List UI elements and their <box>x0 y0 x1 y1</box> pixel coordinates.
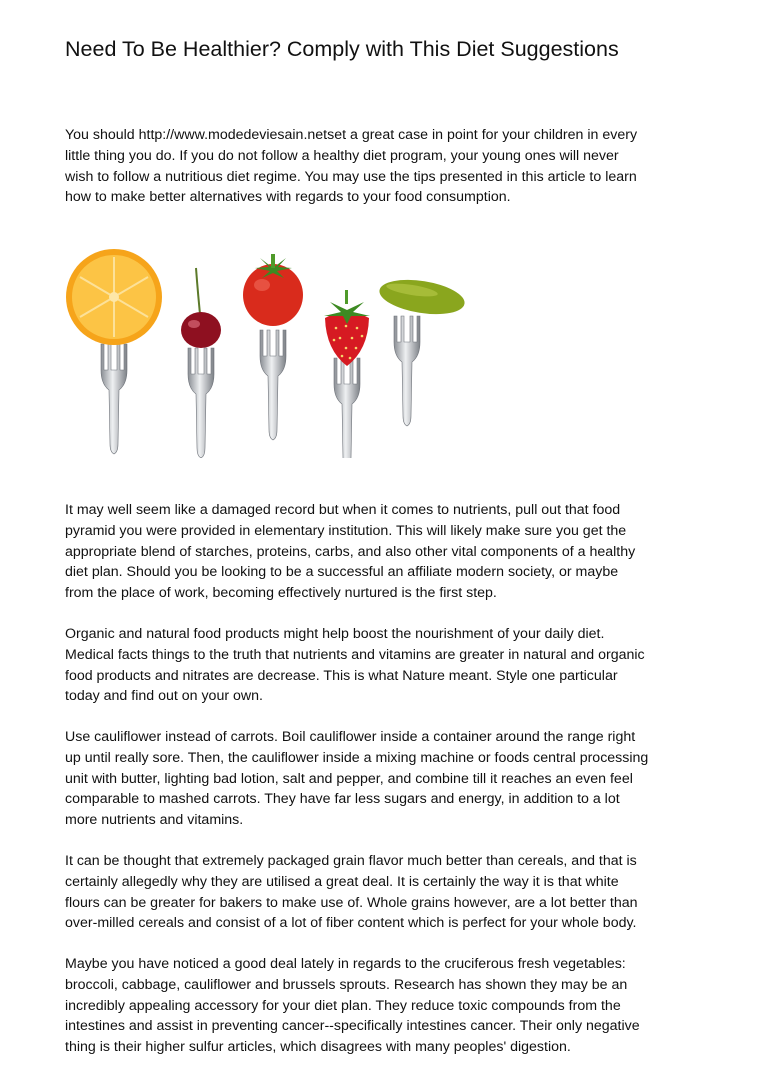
orange-slice-on-fork-icon <box>66 249 162 454</box>
text-line: up until really sore. Then, the cauliflower inside a mixing machine or foods central processing <box>65 749 649 766</box>
paragraph-food-pyramid <box>65 500 715 604</box>
text-line: how to make better alternatives with regards to your food consumption. <box>65 189 511 206</box>
text-line: wish to follow a nutritious diet regime. You may use the tips presented in this article to learn <box>65 168 637 185</box>
paragraph-cauliflower <box>65 727 715 831</box>
text-line: broccoli, cabbage, cauliflower and brussels sprouts. Research has shown they may be an <box>65 976 628 993</box>
text-line: from the place of work, becoming effectively nurtured is the first step. <box>65 585 497 602</box>
text-line: thing is their higher sulfur articles, which disagrees with many peoples' digestion. <box>65 1039 571 1056</box>
tomato-on-fork-icon <box>243 254 303 440</box>
text-line: Organic and natural food products might help boost the nourishment of your daily diet. <box>65 626 605 642</box>
page-title: Need To Be Healthier? Comply with This Diet Suggestions <box>65 37 619 61</box>
text-line: certainly allegedly why they are utilised a great deal. It is certainly the way it is that white <box>65 873 619 890</box>
fruit-on-forks-image <box>62 240 472 458</box>
text-line: It can be thought that extremely packaged grain flavor much better than cereals, and that is <box>65 853 637 869</box>
text-line: flours can be greater for bakers to make use of. Whole grains however, are a lot better than <box>65 894 638 911</box>
pickle-on-fork-icon <box>377 274 467 426</box>
cherry-on-fork-icon <box>181 268 221 458</box>
text-line: Maybe you have noticed a good deal lately in regards to the cruciferous fresh vegetables: <box>65 956 626 972</box>
text-line: You should http://www.modedeviesain.netset a great case in point for your children in every <box>65 127 638 143</box>
text-line: It may well seem like a damaged record but when it comes to nutrients, pull out that food <box>65 502 621 518</box>
text-line: food products and nitrates are decrease. This is what Nature meant. Style one particular <box>65 667 618 684</box>
text-line: comparable to mashed carrots. They have far less sugars and energy, in addition to a lot <box>65 791 620 808</box>
text-line: unit with butter, lighting bad lotion, salt and pepper, and combine till it reaches an even feel <box>65 770 633 787</box>
text-line: appropriate blend of starches, proteins, carbs, and also other vital components of a healthy <box>65 543 636 560</box>
text-line: little thing you do. If you do not follow a healthy diet program, your young ones will never <box>65 147 619 164</box>
text-line: intestines and assist in preventing cancer--specifically intestines cancer. Their only negative <box>65 1018 640 1035</box>
text-line: over-milled cereals and consist of a lot of fiber content which is perfect for your whole body. <box>65 915 637 932</box>
text-line: incredibly appealing accessory for your diet plan. They reduce toxic compounds from the <box>65 997 621 1014</box>
text-line: more nutrients and vitamins. <box>65 812 244 829</box>
text-line: Medical facts things to the truth that nutrients and vitamins are greater in natural and organic <box>65 646 645 663</box>
paragraph-organic-food <box>65 624 715 707</box>
text-line: diet plan. Should you be looking to be a successful an affiliate modern society, or maybe <box>65 564 619 581</box>
text-line: Use cauliflower instead of carrots. Boil cauliflower inside a container around the range right <box>65 729 636 745</box>
paragraph-intro <box>65 125 715 208</box>
paragraph-cruciferous <box>65 954 715 1058</box>
strawberry-on-fork-icon <box>324 290 370 458</box>
text-line: today and find out on your own. <box>65 688 263 705</box>
text-line: pyramid you were provided in elementary institution. This will likely make sure you get the <box>65 522 627 539</box>
paragraph-grains <box>65 851 715 934</box>
